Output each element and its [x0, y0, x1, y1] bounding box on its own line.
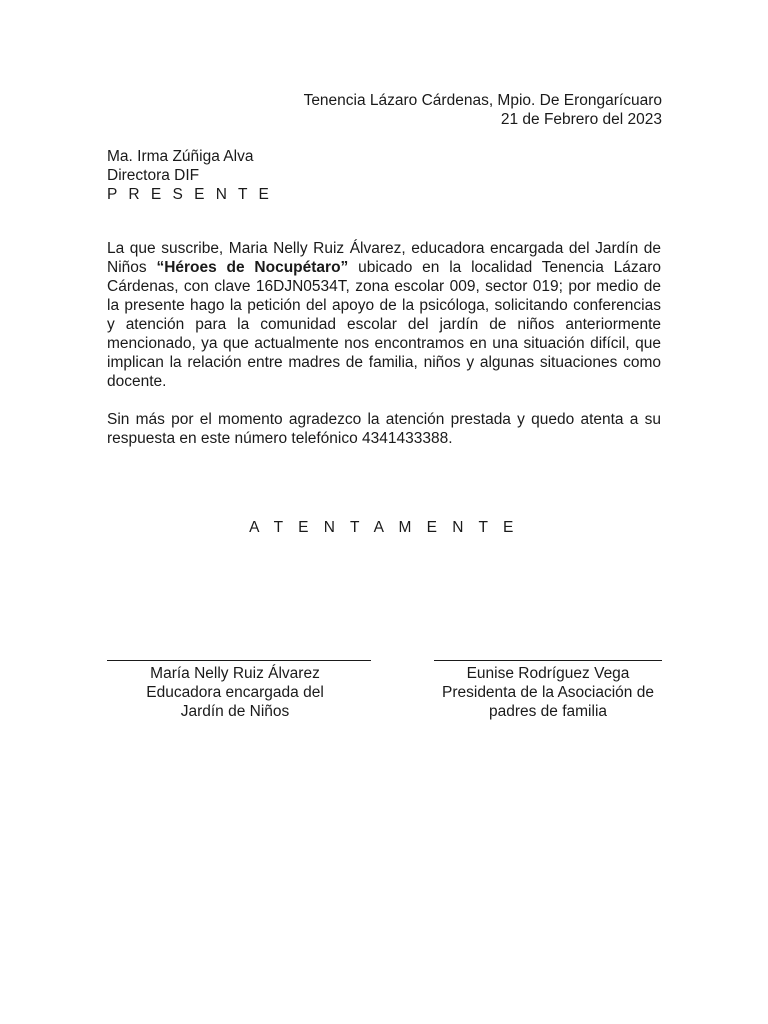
signature-right [434, 660, 662, 721]
recipient-title: Directora DIF [107, 167, 200, 184]
signature-left-name: María Nelly Ruiz Álvarez [150, 665, 320, 682]
school-name: “Héroes de Nocupétaro” [156, 259, 349, 276]
signature-left-role: Educadora encargada del [146, 684, 324, 701]
body-paragraph-1-start: La que suscribe, Maria Nelly Ruiz Álvarez, educadora encargada del Jardín de Niños [107, 240, 661, 276]
recipient-presente: P R E S E N T E [107, 186, 273, 203]
letter-date: 21 de Febrero del 2023 [500, 111, 662, 128]
letter-body [107, 239, 661, 467]
signature-right-role: Presidenta de la Asociación de [442, 684, 654, 701]
signature-right-role-cont: padres de familia [488, 703, 608, 720]
body-paragraph-1 [107, 239, 661, 391]
letter-location: Tenencia Lázaro Cárdenas, Mpio. De Erongarícuaro [303, 92, 662, 109]
signature-left-role-cont: Jardín de Niños [180, 703, 290, 720]
body-paragraph-2: Sin más por el momento agradezco la atención prestada y quedo atenta a su respuesta en este número telefónico 4341433388. [107, 411, 661, 447]
signature-left [107, 660, 371, 721]
body-paragraph-1-end: ubicado en la localidad Tenencia Lázaro Cárdenas, con clave 16DJN0534T, zona escolar 009, sector 019; por medio de la presente hago la petición del apoyo de la psicóloga, solicitando conferencias y atención para la comunidad escolar del jardín de niños anteriormente mencionado, ya que actualmente nos encontramos en una situación difícil, que implican la relación entre madres de familia, niños y algunas situaciones como docente. [107, 259, 662, 390]
closing-atentamente: A T E N T A M E N T E [249, 519, 519, 536]
signature-right-name: Eunise Rodríguez Vega [466, 665, 630, 682]
signature-line-right [434, 660, 662, 661]
recipient-block [107, 147, 507, 204]
letter-header [260, 91, 662, 129]
recipient-name: Ma. Irma Zúñiga Alva [107, 148, 254, 165]
signature-line-left [107, 660, 371, 661]
